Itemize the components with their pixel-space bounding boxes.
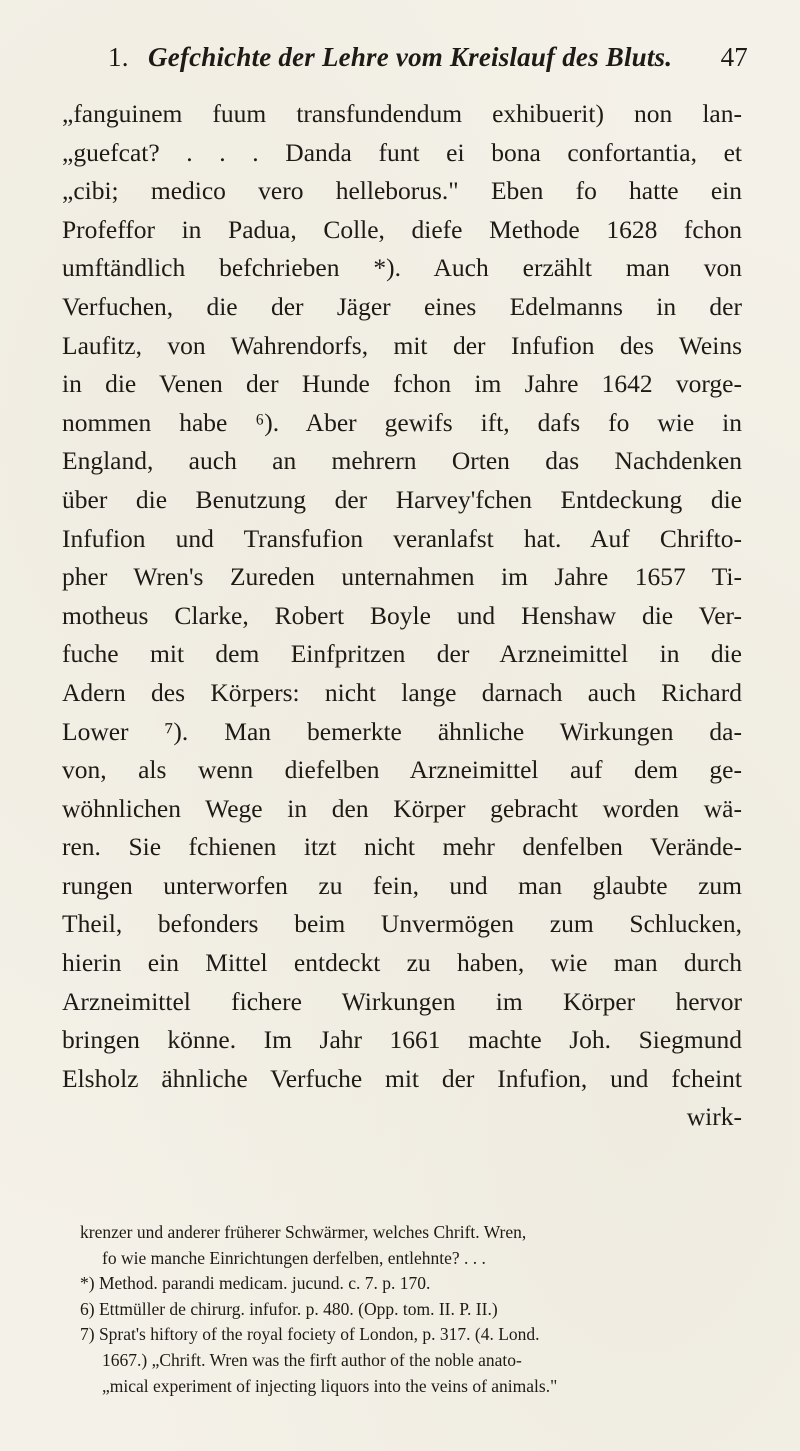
running-head xyxy=(108,42,748,82)
text-line-content: fuche mit dem Einfpritzen der Arzneimittel in die xyxy=(62,639,742,669)
text-line-content: Profeffor in Padua, Colle, diefe Methode 1628 fchon xyxy=(62,214,742,244)
footnote-line: *) Method. parandi medicam. jucund. c. 7. p. 170. xyxy=(80,1273,431,1294)
text-line-content: hierin ein Mittel entdeckt zu haben, wie man durch xyxy=(62,948,742,978)
footnote-line: fo wie manche Einrichtungen derfelben, entlehnte? . . . xyxy=(102,1247,486,1268)
text-line xyxy=(62,365,742,404)
text-line xyxy=(62,442,742,481)
text-line xyxy=(62,635,742,674)
text-line-content: wöhnlichen Wege in den Körper gebracht worden wä- xyxy=(62,793,742,823)
text-line-content: Elsholz ähnliche Verfuche mit der Infufion, und fcheint xyxy=(62,1063,742,1093)
text-line xyxy=(62,751,742,790)
catchword-line xyxy=(62,1098,742,1137)
text-line-content: Infufion und Transfufion veranlafst hat. Auf Chrifto- xyxy=(62,523,742,553)
text-line-content: motheus Clarke, Robert Boyle und Henshaw die Ver- xyxy=(62,600,742,630)
text-line xyxy=(62,404,742,443)
footnote-line: „mical experiment of injecting liquors into the veins of animals." xyxy=(102,1375,558,1396)
text-line xyxy=(62,211,742,250)
text-line xyxy=(62,327,742,366)
text-line-content: rungen unterworfen zu fein, und man glaubte zum xyxy=(62,870,742,900)
text-line-content: über die Benutzung der Harvey'fchen Entdeckung die xyxy=(62,484,742,514)
text-line xyxy=(62,867,742,906)
text-line xyxy=(62,713,742,752)
text-line-content: „cibi; medico vero helleborus." Eben fo hatte ein xyxy=(62,176,742,206)
text-line-content: pher Wren's Zureden unternahmen im Jahre 1657 Ti- xyxy=(62,562,742,592)
text-line xyxy=(62,983,742,1022)
text-line xyxy=(62,905,742,944)
chapter-number: 1. xyxy=(108,42,129,72)
text-line-content: Theil, befonders beim Unvermögen zum Schlucken, xyxy=(62,909,742,939)
text-line-content: Arzneimittel fichere Wirkungen im Körper hervor xyxy=(62,986,742,1016)
text-line-content: nommen habe ⁶). Aber gewifs ift, dafs fo wie in xyxy=(62,407,742,437)
text-line-content: von, als wenn diefelben Arzneimittel auf dem ge- xyxy=(62,755,742,785)
text-line xyxy=(62,828,742,867)
text-line-content: „fanguinem fuum transfundendum exhibuerit) non lan- xyxy=(62,99,742,128)
text-line-content: Laufitz, von Wahrendorfs, mit der Infufion des Weins xyxy=(62,330,742,360)
footnotes xyxy=(80,1220,770,1399)
text-line-content: umftändlich befchrieben *). Auch erzählt man von xyxy=(62,253,742,283)
text-line-content: Verfuchen, die der Jäger eines Edelmanns in der xyxy=(62,291,742,321)
footnote-line: 7) Sprat's hiftory of the royal fociety of London, p. 317. (4. Lond. xyxy=(80,1324,540,1345)
text-line xyxy=(62,674,742,713)
text-line-content: Lower ⁷). Man bemerkte ähnliche Wirkungen da- xyxy=(62,716,742,746)
body-text xyxy=(62,95,742,1137)
text-line xyxy=(62,944,742,983)
text-line xyxy=(62,790,742,829)
footnote-line: 6) Ettmüller de chirurg. infufor. p. 480. (Opp. tom. II. P. II.) xyxy=(80,1298,498,1319)
text-line-content: England, auch an mehrern Orten das Nachdenken xyxy=(62,446,742,476)
text-line xyxy=(62,288,742,327)
catchword: wirk- xyxy=(686,1102,742,1132)
text-line-content: in die Venen der Hunde fchon im Jahre 1642 vorge- xyxy=(62,369,742,399)
footnote-line: 1667.) „Chrift. Wren was the firft author of the noble anato- xyxy=(102,1349,522,1370)
text-line xyxy=(62,134,742,173)
text-line xyxy=(62,95,742,134)
text-line xyxy=(62,481,742,520)
text-line-content: „guefcat? . . . Danda funt ei bona confortantia, et xyxy=(62,137,742,167)
page-number: 47 xyxy=(720,42,748,72)
text-line xyxy=(62,172,742,211)
footnote-line: krenzer und anderer früherer Schwärmer, welches Chrift. Wren, xyxy=(80,1222,527,1242)
text-line xyxy=(62,520,742,559)
text-line xyxy=(62,1060,742,1099)
text-line xyxy=(62,558,742,597)
text-line-content: ren. Sie fchienen itzt nicht mehr denfelben Verände- xyxy=(62,832,742,862)
text-line-content: bringen könne. Im Jahr 1661 machte Joh. Siegmund xyxy=(62,1025,742,1055)
text-line-content: Adern des Körpers: nicht lange darnach auch Richard xyxy=(62,677,742,707)
text-line xyxy=(62,1021,742,1060)
chapter-title: Gefchichte der Lehre vom Kreislauf des Bluts. xyxy=(148,42,673,72)
text-line xyxy=(62,249,742,288)
text-line xyxy=(62,597,742,636)
